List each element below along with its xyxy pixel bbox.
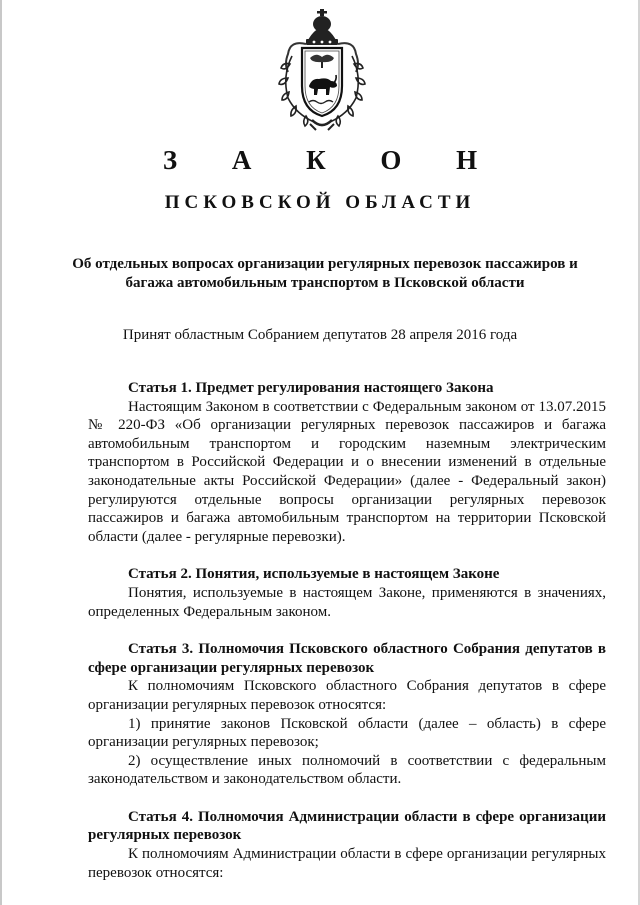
article-heading: Статья 1. Предмет регулирования настоящего Закона <box>128 380 494 396</box>
article-4 <box>88 808 606 882</box>
document-title: З А К О Н <box>162 145 502 175</box>
article-paragraph: К полномочиям Администрации области в сфере организации регулярных перевозок относятся: <box>88 846 606 881</box>
article-1 <box>88 379 606 546</box>
article-heading: Статья 4. Полномочия Администрации области в сфере организации регулярных перевозок <box>88 808 606 844</box>
article-heading: Статья 3. Полномочия Псковского областного Собрания депутатов в сфере организации регулярных перевозок <box>88 641 606 676</box>
article-2 <box>88 565 606 621</box>
law-body <box>88 379 606 882</box>
article-paragraph: Понятия, используемые в настоящем Законе, применяются в значениях, определенных Федеральным законом. <box>88 584 606 620</box>
article-paragraph: К полномочиям Псковского областного Собрания депутатов в сфере организации регулярных перевозок относятся: <box>88 678 606 713</box>
law-name: Об отдельных вопросах организации регулярных перевозок пассажиров и багажа автомобильным транспортом в Псковской области <box>72 256 578 291</box>
article-heading: Статья 2. Понятия, используемые в настоящем Законе <box>128 566 500 583</box>
adoption-date: Принят областным Собранием депутатов 28 апреля 2016 года <box>122 327 518 343</box>
article-paragraph: 1) принятие законов Псковской области (далее – область) в сфере организации регулярных перевозок; <box>88 715 606 751</box>
article-paragraph: 2) осуществление иных полномочий в соответствии с федеральным законодательством и законодательством области. <box>88 752 606 788</box>
article-3 <box>88 640 606 789</box>
pskov-coat-of-arms-icon <box>270 6 374 132</box>
scan-edge-left <box>0 0 2 905</box>
document-subtitle: ПСКОВСКОЙ ОБЛАСТИ <box>164 192 476 213</box>
article-paragraph: Настоящим Законом в соответствии с Федеральным законом от 13.07.2015 № 220-ФЗ «Об организации регулярных перевозок пассажиров и багажа автомобильным транспортом и городским наземным электрическим транспортом в Российской Федерации и о внесении изменений в отдельные законодательные акты Российской Федерации» (далее - Федеральный закон) регулируются отдельные вопросы организации регулярных перевозок пассажиров и багажа автомобильным транспортом на территории Псковской области (далее - регулярные перевозки). <box>88 398 606 545</box>
